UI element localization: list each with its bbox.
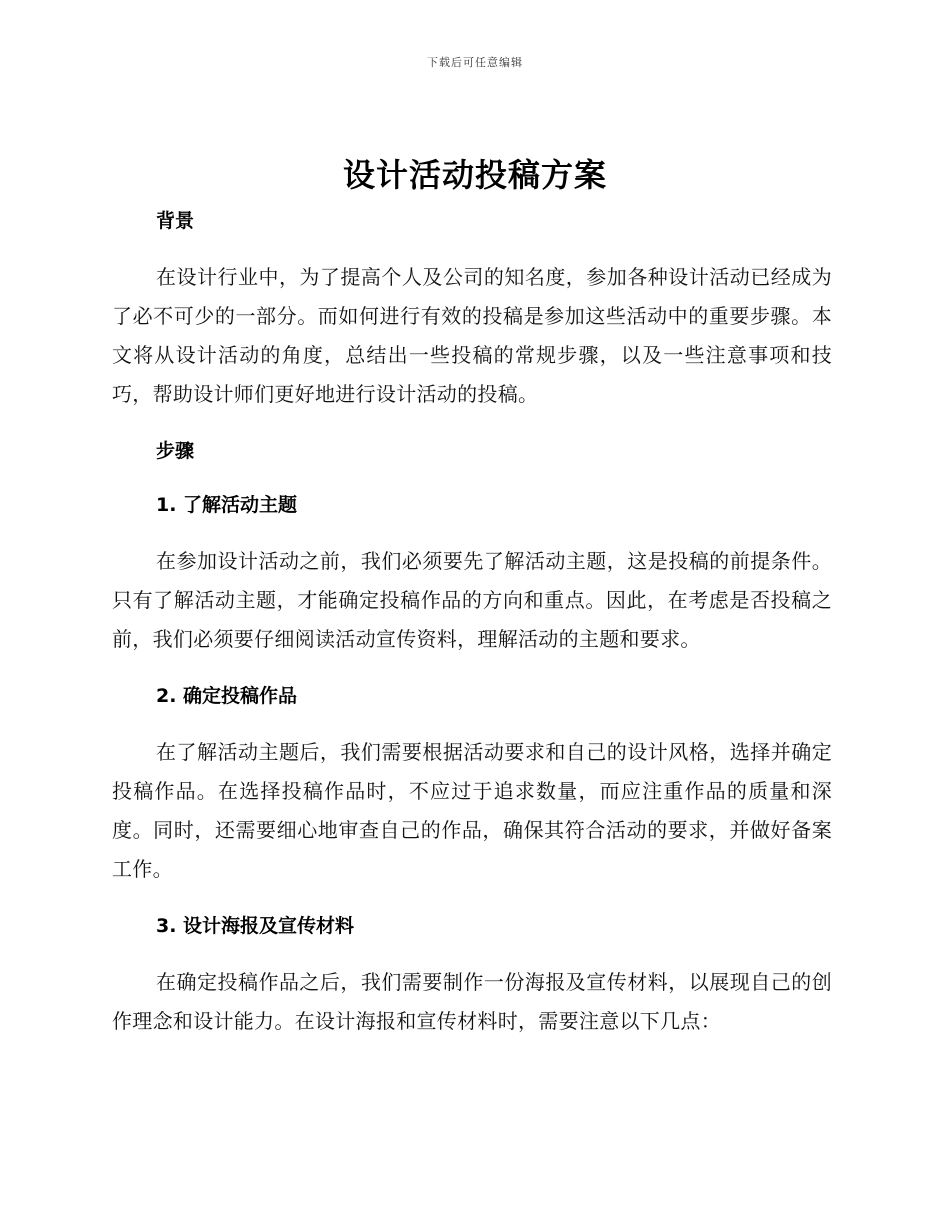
step-heading-3: 3. 设计海报及宣传材料	[156, 915, 355, 937]
document-body	[112, 205, 832, 1041]
step-heading-1: 1. 了解活动主题	[156, 494, 298, 516]
paragraph-background: 在设计行业中，为了提高个人及公司的知名度，参加各种设计活动已经成为了必不可少的一部分。而如何进行有效的投稿是参加这些活动中的重要步骤。本文将从设计活动的角度，总结出一些投稿的常规步骤，以及一些注意事项和技巧，帮助设计师们更好地进行设计活动的投稿。	[112, 265, 832, 406]
header-note: 下载后可任意编辑	[427, 56, 523, 69]
paragraph-step-2: 在了解活动主题后，我们需要根据活动要求和自己的设计风格，选择并确定投稿作品。在选择投稿作品时，不应过于追求数量，而应注重作品的质量和深度。同时，还需要细心地审查自己的作品，确保其符合活动的要求，并做好备案工作。	[112, 740, 832, 881]
document-title: 设计活动投稿方案	[342, 156, 607, 194]
section-heading-steps: 步骤	[156, 440, 195, 462]
paragraph-step-3: 在确定投稿作品之后，我们需要制作一份海报及宣传材料，以展现自己的创作理念和设计能力。在设计海报和宣传材料时，需要注意以下几点：	[112, 970, 832, 1033]
step-heading-2: 2. 确定投稿作品	[156, 685, 298, 707]
section-heading-background: 背景	[156, 210, 195, 232]
paragraph-step-1: 在参加设计活动之前，我们必须要先了解活动主题，这是投稿的前提条件。只有了解活动主题，才能确定投稿作品的方向和重点。因此，在考虑是否投稿之前，我们必须要仔细阅读活动宣传资料，理解活动的主题和要求。	[112, 549, 832, 651]
